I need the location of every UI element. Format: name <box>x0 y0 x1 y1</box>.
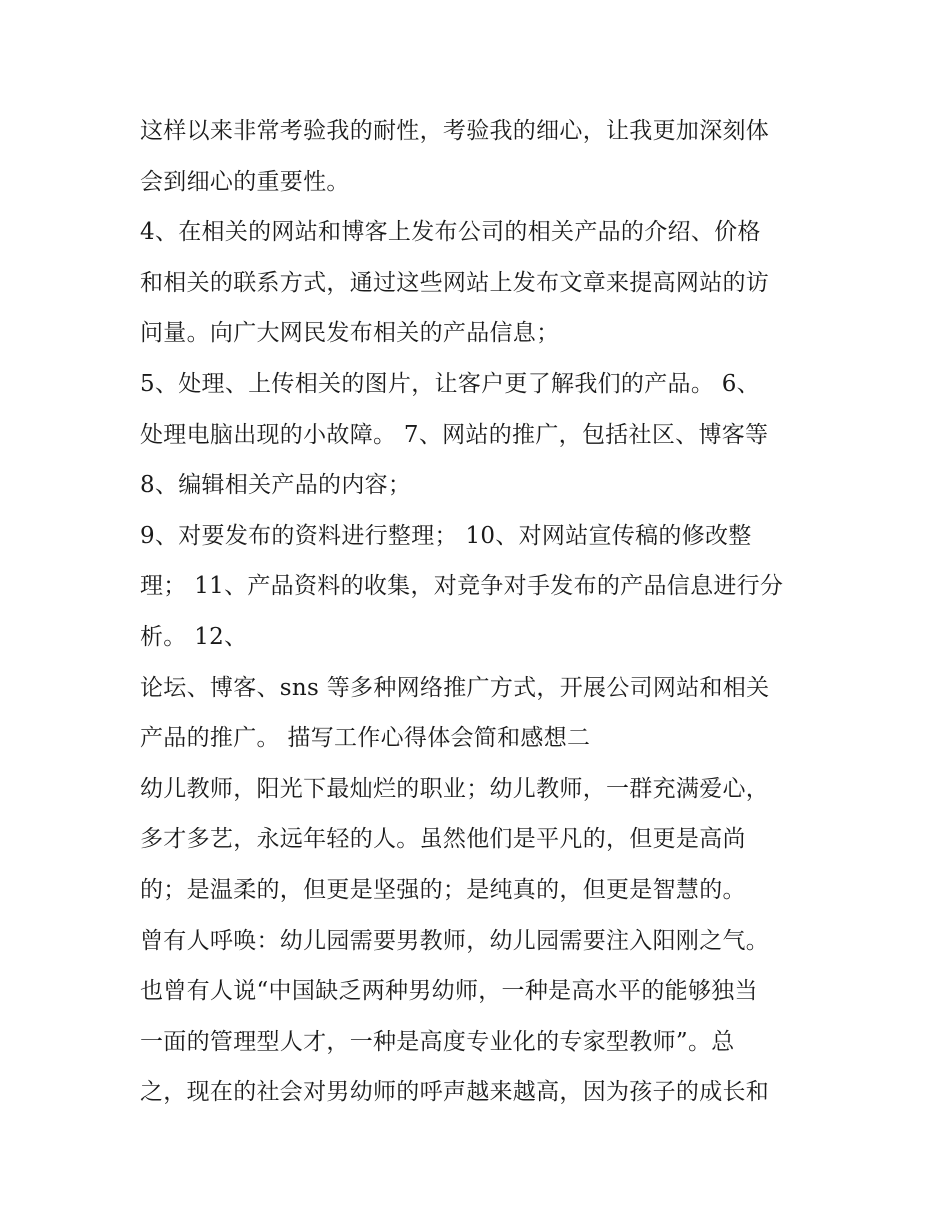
text-line: 之，现在的社会对男幼师的呼声越来越高，因为孩子的成长和 <box>140 1079 770 1106</box>
text-line: 5、处理、上传相关的图片，让客户更了解我们的产品。 6、 <box>140 370 760 397</box>
text-line: 析。 12、 <box>140 623 248 650</box>
text-line: 曾有人呼唤：幼儿园需要男教师，幼儿园需要注入阳刚之气。 <box>140 927 770 954</box>
text-line: 多才多艺，永远年轻的人。虽然他们是平凡的，但更是高尚 <box>140 826 746 853</box>
text-line: 问量。向广大网民发布相关的产品信息； <box>140 320 560 347</box>
text-line: 的；是温柔的，但更是坚强的；是纯真的，但更是智慧的。 <box>140 876 746 903</box>
text-line: 会到细心的重要性。 <box>140 168 350 195</box>
text-line: 理； 11、产品资料的收集，对竞争对手发布的产品信息进行分 <box>140 573 784 600</box>
text-line: 一面的管理型人才，一种是高度专业化的专家型教师”。总 <box>140 1028 735 1055</box>
text-line: 9、对要发布的资料进行整理； 10、对网站宣传稿的修改整 <box>140 522 752 549</box>
text-line: 8、编辑相关产品的内容； <box>140 472 412 499</box>
text-line: 论坛、博客、sns 等多种网络推广方式，开展公司网站和相关 <box>140 674 770 701</box>
text-line: 幼儿教师，阳光下最灿烂的职业；幼儿教师，一群充满爱心， <box>140 775 770 802</box>
text-line: 4、在相关的网站和博客上发布公司的相关产品的介绍、价格 <box>140 219 761 246</box>
text-line: 产品的推广。 描写工作心得体会简和感想二 <box>140 725 591 752</box>
body-text <box>140 106 830 1118</box>
text-line: 和相关的联系方式，通过这些网站上发布文章来提高网站的访 <box>140 269 770 296</box>
text-line: 也曾有人说“中国缺乏两种男幼师，一种是高水平的能够独当 <box>140 978 758 1005</box>
text-line: 处理电脑出现的小故障。 7、网站的推广，包括社区、博客等 <box>140 421 769 448</box>
text-line: 这样以来非常考验我的耐性，考验我的细心，让我更加深刻体 <box>140 118 770 144</box>
